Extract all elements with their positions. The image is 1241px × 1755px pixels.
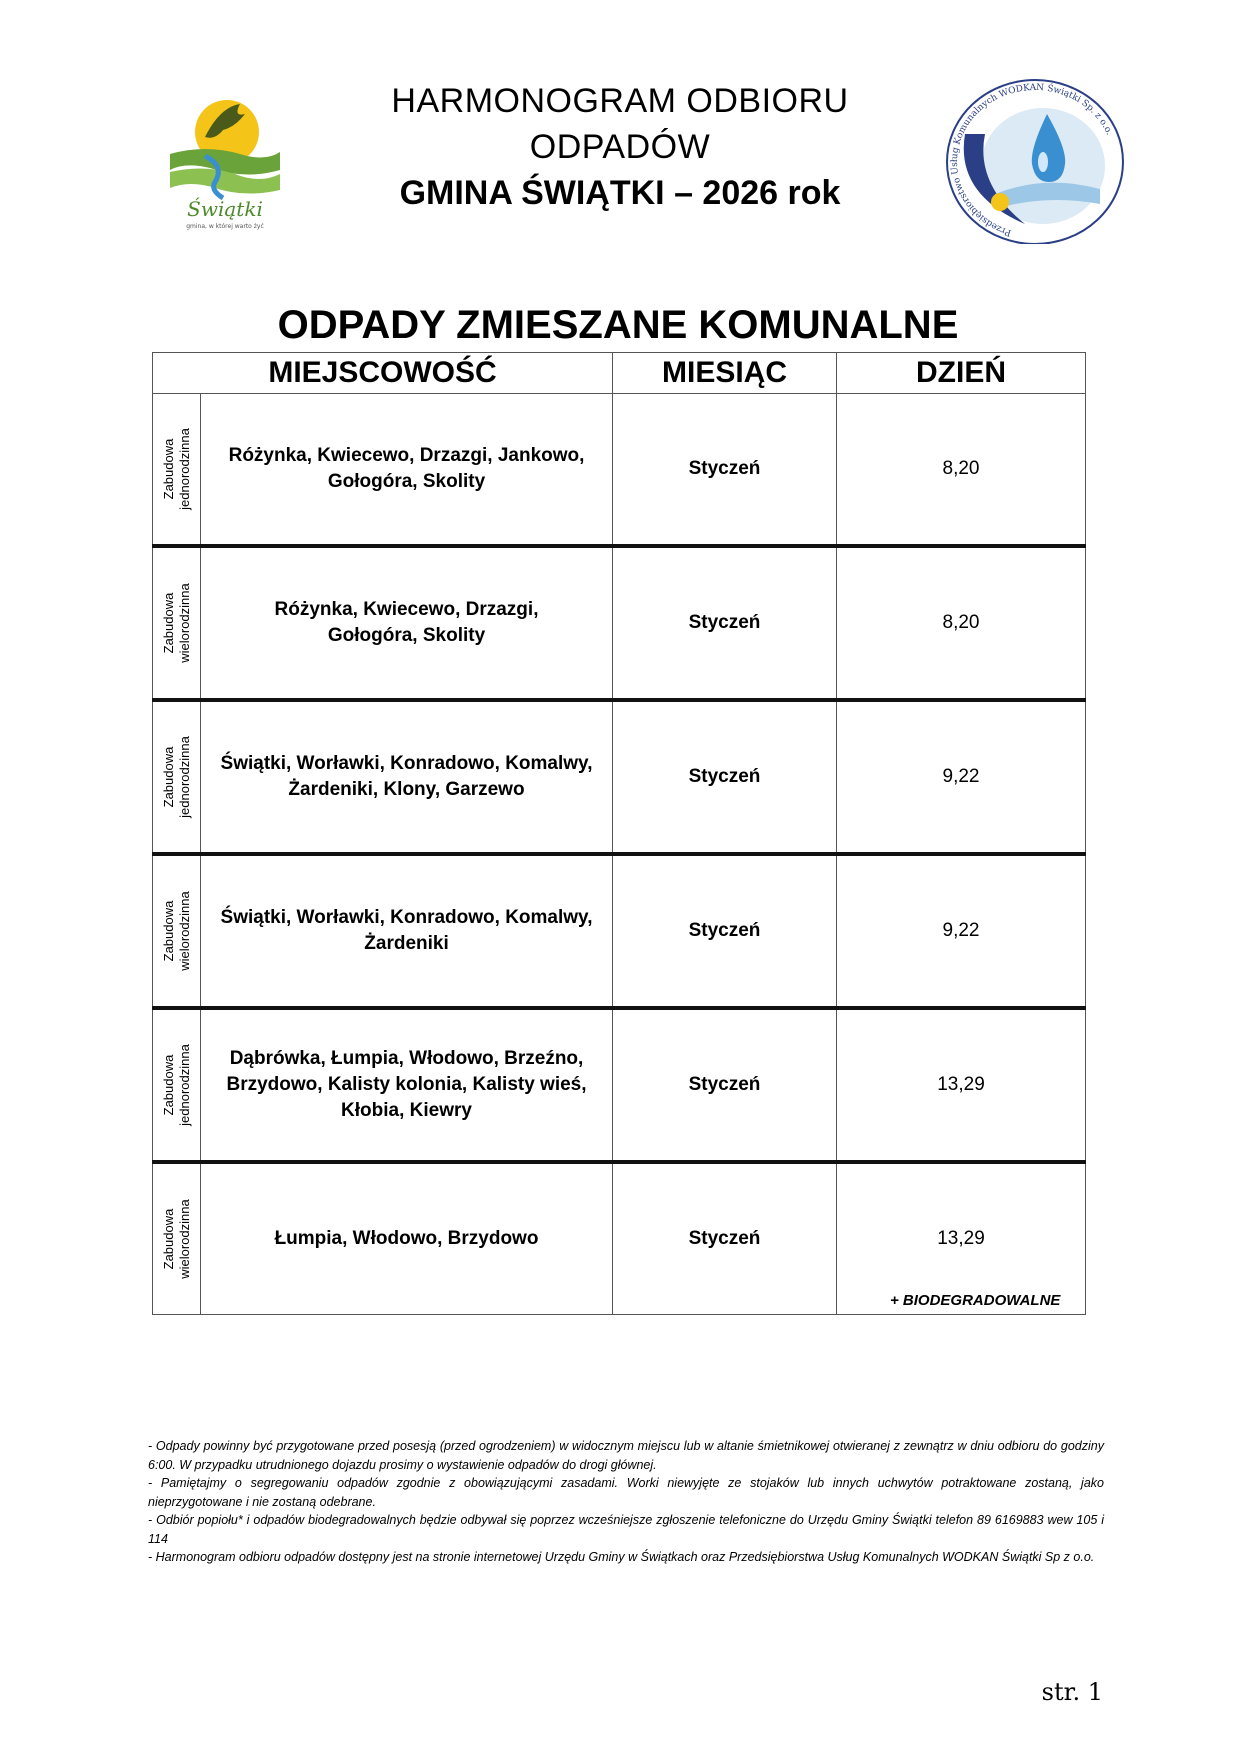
month-cell: Styczeń — [613, 1008, 837, 1162]
swiatki-logo-tagline: gmina, w której warto żyć — [186, 223, 264, 230]
table-row — [153, 394, 1086, 547]
table-row — [153, 854, 1086, 1008]
locations-cell: Dąbrówka, Łumpia, Włodowo, Brzeźno, Brzydowo, Kalisty kolonia, Kalisty wieś, Kłobia, Kiewry — [201, 1008, 613, 1162]
table-header-row — [153, 353, 1086, 394]
days-cell: 8,20 — [837, 394, 1086, 547]
building-type-cell — [153, 1008, 201, 1162]
swiatki-logo-name: Świątki — [187, 197, 263, 221]
building-type-cell — [153, 854, 201, 1008]
schedule-table — [152, 352, 1086, 1315]
month-cell: Styczeń — [613, 394, 837, 547]
footnote: - Odbiór popiołu* i odpadów biodegradowalnych będzie odbywał się poprzez wcześniejsze zgłoszenie telefoniczne do Urzędu Gminy Świątki telefon 89 6169883 wew 105 i 114 — [148, 1513, 1104, 1546]
days-cell: 13,29 — [837, 1162, 1086, 1315]
header-line-3: GMINA ŚWIĄTKI – 2026 rok — [399, 174, 841, 212]
header-line-1: HARMONOGRAM ODBIORU — [391, 82, 849, 120]
days-cell: 9,22 — [837, 854, 1086, 1008]
building-type-cell — [153, 1162, 201, 1315]
footnotes — [148, 1437, 1104, 1567]
swiatki-logo — [165, 92, 285, 232]
header-location: MIEJSCOWOŚĆ — [153, 353, 613, 394]
building-type: Zabudowa wielorodzinna — [160, 1199, 192, 1279]
header-day: DZIEŃ — [837, 353, 1086, 394]
footnote: - Pamiętajmy o segregowaniu odpadów zgodnie z obowiązującymi zasadami. Worki niewyjęte ze stojaków lub innych uchwytów potraktowane zostaną, jako nieprzygotowane i nie zostaną odebrane. — [148, 1476, 1104, 1509]
wodkan-logo — [935, 74, 1135, 244]
swiatki-bird-icon — [165, 92, 285, 232]
month-cell: Styczeń — [613, 546, 837, 700]
table-row — [153, 1008, 1086, 1162]
locations-cell: Różynka, Kwiecewo, Drzazgi, Gołogóra, Skolity — [201, 546, 613, 700]
building-type-cell — [153, 546, 201, 700]
locations-cell: Różynka, Kwiecewo, Drzazgi, Jankowo, Gołogóra, Skolity — [201, 394, 613, 547]
document-header — [330, 78, 910, 216]
days-cell: 9,22 — [837, 700, 1086, 854]
building-type-cell — [153, 394, 201, 547]
days-cell: 8,20 — [837, 546, 1086, 700]
month-cell: Styczeń — [613, 854, 837, 1008]
biodegradable-note: + BIODEGRADOWALNE — [890, 1292, 1061, 1309]
locations-cell: Świątki, Worławki, Konradowo, Komalwy, Żardeniki, Klony, Garzewo — [201, 700, 613, 854]
table-row — [153, 546, 1086, 700]
locations-cell: Łumpia, Włodowo, Brzydowo — [201, 1162, 613, 1315]
header-month: MIESIĄC — [613, 353, 837, 394]
footnote: - Odpady powinny być przygotowane przed posesją (przed ogrodzeniem) w widocznym miejscu lub w altanie śmietnikowej otwieranej z zewnątrz w dniu odbioru do godziny 6:00. W przypadku utrudnionego dojazdu prosimy o wystawienie odpadów do drogi głównej. — [148, 1439, 1104, 1472]
days-cell: 13,29 — [837, 1008, 1086, 1162]
building-type: Zabudowa wielorodzinna — [160, 891, 192, 971]
building-type: Zabudowa jednorodzinna — [160, 428, 192, 510]
building-type: Zabudowa jednorodzinna — [160, 736, 192, 818]
header-line-2: ODPADÓW — [529, 128, 711, 166]
building-type-cell — [153, 700, 201, 854]
building-type: Zabudowa jednorodzinna — [160, 1044, 192, 1126]
wodkan-drop-icon — [935, 74, 1135, 244]
month-cell: Styczeń — [613, 1162, 837, 1315]
section-title: ODPADY ZMIESZANE KOMUNALNE — [277, 303, 959, 347]
locations-cell: Świątki, Worławki, Konradowo, Komalwy, Żardeniki — [201, 854, 613, 1008]
wodkan-ring-text: Przedsiębiorstwo Usług Komunalnych WODKAN Świątki Sp. z o.o. — [949, 82, 1114, 238]
page-number: str. 1 — [1041, 1678, 1103, 1706]
footnote: - Harmonogram odbioru odpadów dostępny jest na stronie internetowej Urzędu Gminy w Świątkach oraz Przedsiębiorstwa Usług Komunalnych WODKAN Świątki Sp z o.o. — [148, 1550, 1095, 1564]
building-type: Zabudowa wielorodzinna — [160, 583, 192, 663]
month-cell: Styczeń — [613, 700, 837, 854]
table-row — [153, 700, 1086, 854]
